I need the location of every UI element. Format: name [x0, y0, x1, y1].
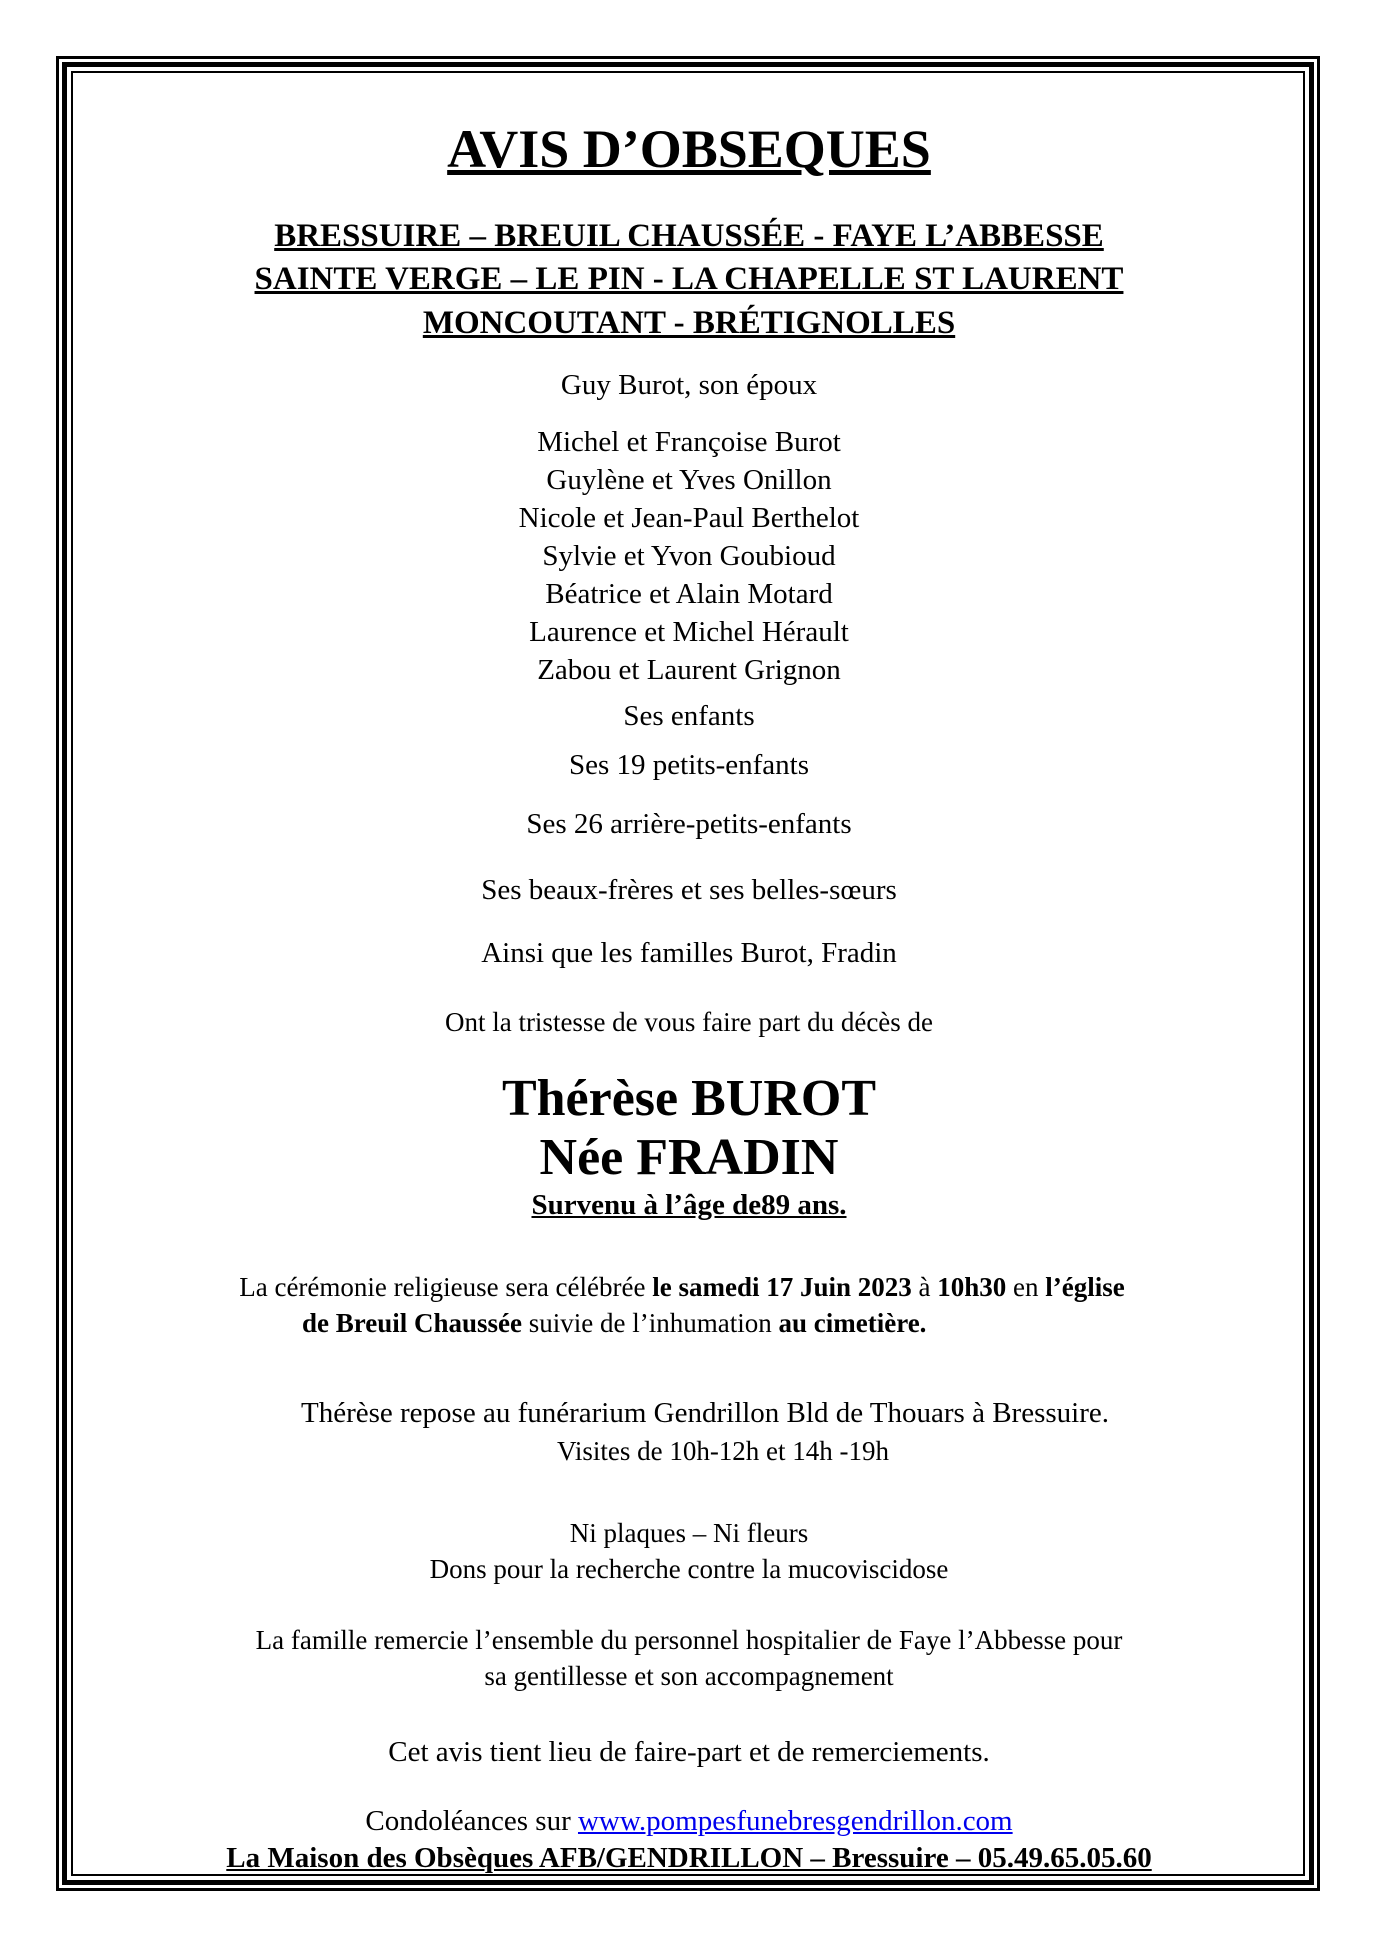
ceremony-text: La cérémonie religieuse sera célébrée	[239, 1272, 653, 1302]
spouse: Guy Burot, son époux	[560, 369, 818, 401]
funeral-home: La Maison des Obsèques AFB/GENDRILLON – Bressuire – 05.49.65.05.60	[226, 1842, 1152, 1874]
condolences	[0, 1801, 1378, 1841]
burial: au cimetière.	[778, 1308, 927, 1338]
in-laws: Ses beaux-frères et ses belles-sœurs	[481, 874, 897, 906]
children-label: Ses enfants	[623, 700, 755, 732]
visiting-hours: Visites de 10h-12h et 14h -19h	[556, 1436, 890, 1466]
child-couple: Zabou et Laurent Grignon	[537, 654, 841, 686]
age: Survenu à l’âge de89 ans.	[531, 1189, 847, 1221]
thanks-line: sa gentillesse et son accompagnement	[484, 1661, 894, 1691]
ceremony-time: 10h30	[937, 1272, 1007, 1302]
child-couple: Nicole et Jean-Paul Berthelot	[518, 502, 860, 534]
rest-place: Thérèse repose au funérarium Gendrillon Bld de Thouars à Bressuire.	[301, 1397, 1109, 1429]
donations: Dons pour la recherche contre la mucoviscidose	[429, 1554, 949, 1584]
great-grandchildren: Ses 26 arrière-petits-enfants	[526, 808, 852, 840]
child-couple: Michel et Françoise Burot	[537, 426, 841, 458]
condolences-link[interactable]: www.pompesfunebresgendrillon.com	[577, 1805, 1013, 1837]
announcement: Ont la tristesse de vous faire part du décès de	[444, 1007, 934, 1037]
thanks-line: La famille remercie l’ensemble du personnel hospitalier de Faye l’Abbesse pour	[255, 1625, 1123, 1655]
deceased-name: Thérèse BUROT	[501, 1070, 877, 1127]
location-line: MONCOUTANT - BRÉTIGNOLLES	[422, 305, 956, 341]
ceremony-place: de Breuil Chaussée	[302, 1308, 523, 1338]
notice: Cet avis tient lieu de faire-part et de remerciements.	[388, 1736, 990, 1768]
child-couple: Guylène et Yves Onillon	[546, 464, 832, 496]
condolences-label: Condoléances sur	[365, 1805, 578, 1837]
ceremony-place: l’église	[1045, 1272, 1125, 1302]
maiden-name: Née FRADIN	[539, 1129, 839, 1186]
page-title: AVIS D’OBSEQUES	[447, 119, 931, 179]
child-couple: Sylvie et Yvon Goubioud	[542, 540, 836, 572]
grandchildren: Ses 19 petits-enfants	[568, 749, 809, 781]
ceremony-line-1	[0, 1267, 1371, 1307]
ceremony-text: à	[911, 1272, 938, 1302]
location-line: BRESSUIRE – BREUIL CHAUSSÉE - FAYE L’ABBESSE	[274, 218, 1104, 254]
location-line: SAINTE VERGE – LE PIN - LA CHAPELLE ST LAURENT	[254, 261, 1124, 297]
no-flowers: Ni plaques – Ni fleurs	[569, 1518, 809, 1548]
families: Ainsi que les familles Burot, Fradin	[481, 937, 897, 969]
ceremony-text: suivie de l’inhumation	[522, 1308, 779, 1338]
ceremony-date: le samedi 17 Juin 2023	[652, 1272, 912, 1302]
child-couple: Béatrice et Alain Motard	[545, 578, 833, 610]
ceremony-line-2	[302, 1303, 926, 1343]
ceremony-text: en	[1006, 1272, 1046, 1302]
child-couple: Laurence et Michel Hérault	[529, 616, 849, 648]
